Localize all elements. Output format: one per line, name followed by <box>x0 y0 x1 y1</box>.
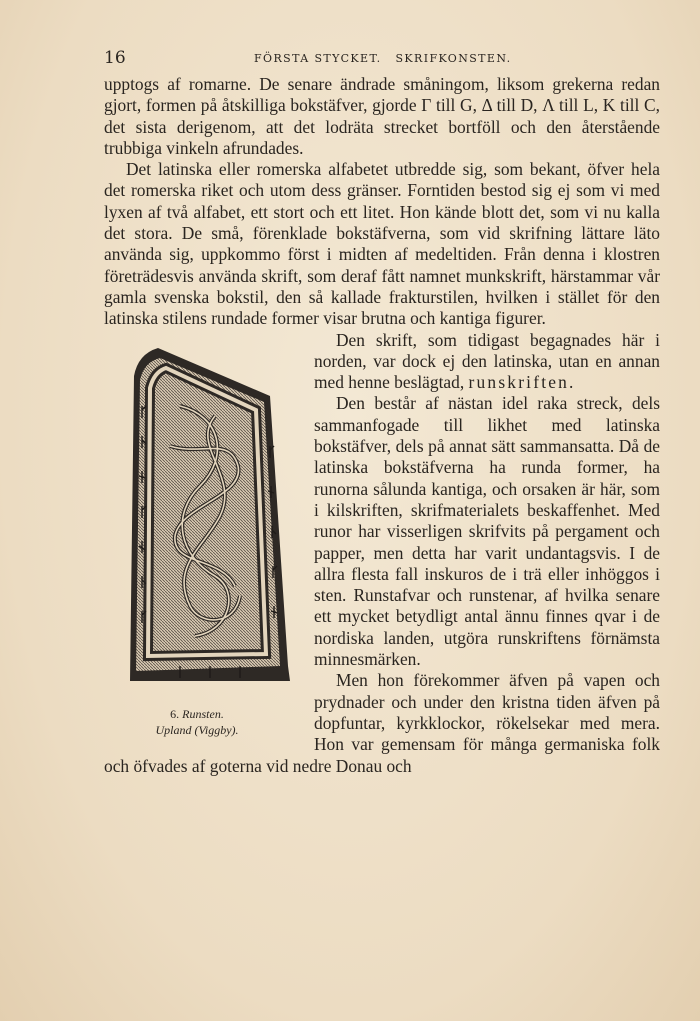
page-number: 16 <box>104 48 126 68</box>
body-text <box>104 74 660 777</box>
figure-title: Runsten. <box>182 706 224 721</box>
paragraph-4: Den består af nästan idel raka streck, dels sammanfogade till likhet med latinska bokstäfver, dels på annat sätt sammansatta. Då de latinska bokstäfverna ha runda former, ha runorna sålunda kantiga, och orsaken är här, som i kilskriften, skrifmaterialets beskaffenhet. Med runor har visserligen skrifvits på pergament och papper, men detta har varit undantagsvis. I de allra flesta fall inskuros de i trä eller inhöggos i sten. Runstafvar och runstenar, af hvilka senare ett mycket betydligt antal ännu finnes qvar i de nordiska landen, utgöra runskriftens förnämsta minnesmärken. <box>314 393 660 670</box>
page-header <box>104 48 660 70</box>
figure-caption <box>112 706 282 738</box>
figure-place: Upland <box>155 722 192 737</box>
paragraph-2 <box>104 159 660 329</box>
paragraph-1: upptogs af romarne. De senare ändrade småningom, liksom grekerna redan gjort, formen på åtskilliga bokstäfver, gjorde Γ till G, Δ till D, Λ till L, K till C, det sista derigenom, att det lodräta strecket bortföll och den återstående trubbiga vinkeln afrundades. <box>104 74 660 158</box>
runskriften-term: runskriften. <box>468 372 576 393</box>
paragraph-5: Men hon förekommer äfven på vapen och prydnader och under den kristna tiden äfven på dopfuntar, kyrkklockor, rökelsekar med mera. Hon var gemensam för många germaniska folk och öfvades af goterna vid nedre Donau och <box>104 670 660 776</box>
paragraph-2-text: Det latinska eller romerska alfabetet utbredde sig, som bekant, öfver hela det romerska riket och utom dess gränser. Forntiden bestod sig ej som vi med lyxen af två alfabet, ett stort och ett litet. Hon kände blott det, som vi nu kalla det stora. De små, förenklade bokstäfverna, som vid skrifning lättare läto använda sig, uppkommo först i midten af medeltiden. Från denna i klostren företrädesvis använda skrift, som deraf fått namnet munkskrift, härstammar vår gamla svenska bokstil, den så kallade frakturstilen, hvilken i stället för den latinska stilens rundade former visar brutna och kantiga figurer. <box>104 159 660 329</box>
running-head-section: FÖRSTA STYCKET. <box>254 52 382 65</box>
running-head <box>254 52 512 65</box>
figure-number: 6. <box>170 706 180 721</box>
figure-parish: (Viggby). <box>194 722 239 737</box>
runestone-illustration <box>120 336 292 696</box>
paragraph-3-text: Den skrift, som tidigast begagnades här i norden, var dock ej den latinska, utan en annan med henne beslägtad, <box>314 329 660 393</box>
running-head-chapter: SKRIFKONSTEN. <box>395 52 512 65</box>
runestone-figure <box>104 330 302 740</box>
